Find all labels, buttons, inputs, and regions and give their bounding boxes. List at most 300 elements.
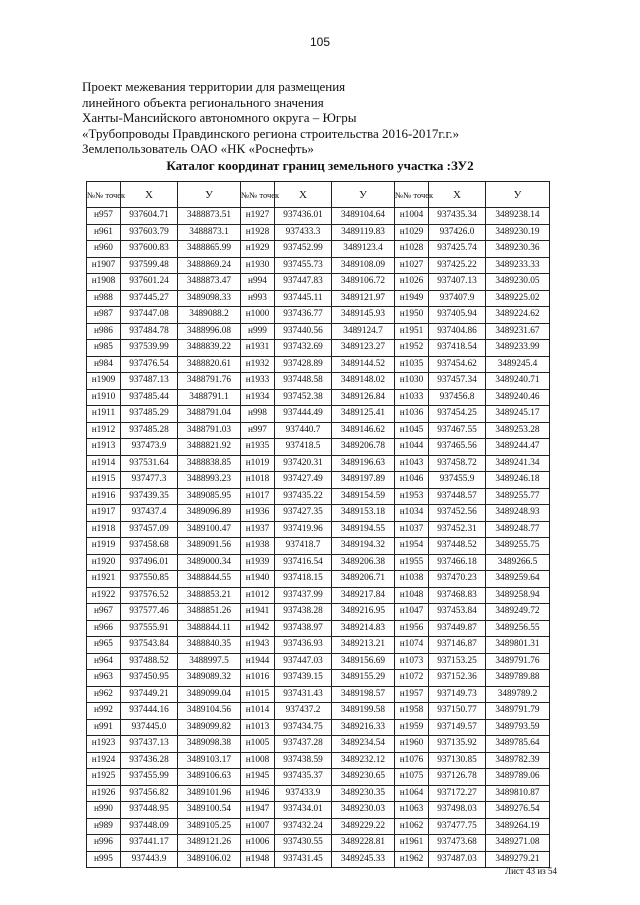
point-id-cell: н1931 — [241, 340, 275, 357]
x-cell: 937455.73 — [275, 257, 332, 274]
point-id-cell: н1925 — [87, 769, 121, 786]
header-line: Проект межевания территории для размещения — [82, 79, 346, 94]
y-cell: 3489153.18 — [332, 505, 395, 522]
table-row — [87, 620, 550, 637]
point-id-cell: н992 — [87, 703, 121, 720]
x-cell: 937437.2 — [275, 703, 332, 720]
y-cell: 3489279.21 — [486, 851, 550, 868]
point-id-cell: н1927 — [241, 208, 275, 225]
y-cell: 3489256.55 — [486, 620, 550, 637]
x-cell: 937473.68 — [429, 835, 486, 852]
table-row — [87, 538, 550, 555]
y-cell: 3489098.38 — [178, 736, 241, 753]
x-cell: 937416.54 — [275, 554, 332, 571]
y-cell: 3489258.94 — [486, 587, 550, 604]
point-id-cell: н1924 — [87, 752, 121, 769]
table-row — [87, 323, 550, 340]
x-cell: 937430.55 — [275, 835, 332, 852]
x-cell: 937454.25 — [429, 406, 486, 423]
y-cell: 3488996.08 — [178, 323, 241, 340]
y-cell: 3489108.09 — [332, 257, 395, 274]
x-cell: 937447.03 — [275, 653, 332, 670]
table-header-row — [87, 182, 550, 208]
x-cell: 937152.36 — [429, 670, 486, 687]
y-cell: 3489259.64 — [486, 571, 550, 588]
x-cell: 937457.09 — [121, 521, 178, 538]
x-cell: 937405.94 — [429, 307, 486, 324]
header-line: Землепользователь ОАО «НК «Роснефть» — [82, 141, 314, 156]
point-id-cell: н1028 — [395, 241, 429, 258]
point-id-cell: н1029 — [395, 224, 429, 241]
point-id-cell: н1046 — [395, 472, 429, 489]
y-cell: 3489103.17 — [178, 752, 241, 769]
point-id-cell: н1937 — [241, 521, 275, 538]
y-cell: 3489145.93 — [332, 307, 395, 324]
x-cell: 937435.37 — [275, 769, 332, 786]
x-cell: 937447.08 — [121, 307, 178, 324]
x-cell: 937153.25 — [429, 653, 486, 670]
y-cell: 3489782.39 — [486, 752, 550, 769]
point-id-cell: н1019 — [241, 455, 275, 472]
x-cell: 937450.95 — [121, 670, 178, 687]
table-row — [87, 257, 550, 274]
x-cell: 937149.73 — [429, 686, 486, 703]
page-number: 105 — [309, 35, 331, 49]
x-cell: 937467.55 — [429, 422, 486, 439]
y-cell: 3488838.85 — [178, 455, 241, 472]
point-id-cell: н997 — [241, 422, 275, 439]
x-cell: 937146.87 — [429, 637, 486, 654]
point-id-cell: н1959 — [395, 719, 429, 736]
x-cell: 937453.84 — [429, 604, 486, 621]
x-cell: 937452.99 — [275, 241, 332, 258]
y-cell: 3489216.33 — [332, 719, 395, 736]
y-cell: 3489206.71 — [332, 571, 395, 588]
y-cell: 3488844.11 — [178, 620, 241, 637]
point-id-cell: н1913 — [87, 439, 121, 456]
table-row — [87, 554, 550, 571]
table-row — [87, 439, 550, 456]
y-cell: 3489100.54 — [178, 802, 241, 819]
point-id-cell: н1915 — [87, 472, 121, 489]
sheet-number: Лист 43 из 54 — [505, 866, 557, 876]
x-cell: 937449.87 — [429, 620, 486, 637]
point-id-cell: н1919 — [87, 538, 121, 555]
x-cell: 937444.49 — [275, 406, 332, 423]
catalog-title: Каталог координат границ земельного участка :ЗУ2 — [166, 158, 474, 173]
y-cell: 3489240.71 — [486, 373, 550, 390]
coordinates-table — [86, 181, 550, 868]
x-cell: 937458.72 — [429, 455, 486, 472]
point-id-cell: н961 — [87, 224, 121, 241]
x-cell: 937431.45 — [275, 851, 332, 868]
point-id-cell: н1958 — [395, 703, 429, 720]
header-line: «Трубопроводы Правдинского региона строительства 2016-2017г.г.» — [82, 125, 460, 141]
y-cell: 3489121.26 — [178, 835, 241, 852]
point-id-cell: н966 — [87, 620, 121, 637]
x-cell: 937438.97 — [275, 620, 332, 637]
point-id-cell: н1026 — [395, 274, 429, 291]
y-cell: 3489791.79 — [486, 703, 550, 720]
y-cell: 3489125.41 — [332, 406, 395, 423]
point-id-cell: н1960 — [395, 736, 429, 753]
point-id-cell: н996 — [87, 835, 121, 852]
point-id-cell: н999 — [241, 323, 275, 340]
table-row — [87, 587, 550, 604]
y-cell: 3489255.75 — [486, 538, 550, 555]
x-cell: 937455.99 — [121, 769, 178, 786]
table-row — [87, 224, 550, 241]
x-cell: 937439.15 — [275, 670, 332, 687]
y-cell: 3489089.32 — [178, 670, 241, 687]
x-cell: 937436.93 — [275, 637, 332, 654]
x-cell: 937485.44 — [121, 389, 178, 406]
table-row — [87, 785, 550, 802]
point-id-cell: н967 — [87, 604, 121, 621]
point-id-cell: н1014 — [241, 703, 275, 720]
y-cell: 3489248.77 — [486, 521, 550, 538]
y-cell: 3488873.1 — [178, 224, 241, 241]
point-id-cell: н1018 — [241, 472, 275, 489]
x-cell: 937441.17 — [121, 835, 178, 852]
y-cell: 3489810.87 — [486, 785, 550, 802]
x-cell: 937599.48 — [121, 257, 178, 274]
point-id-cell: н1912 — [87, 422, 121, 439]
y-cell: 3489240.46 — [486, 389, 550, 406]
point-id-cell: н1936 — [241, 505, 275, 522]
x-cell: 937600.83 — [121, 241, 178, 258]
y-cell: 3488820.61 — [178, 356, 241, 373]
y-cell: 3489214.83 — [332, 620, 395, 637]
point-id-cell: н1007 — [241, 818, 275, 835]
x-cell: 937456.8 — [429, 389, 486, 406]
point-id-cell: н986 — [87, 323, 121, 340]
x-cell: 937445.0 — [121, 719, 178, 736]
x-cell: 937577.46 — [121, 604, 178, 621]
y-cell: 3489196.63 — [332, 455, 395, 472]
point-id-cell: н989 — [87, 818, 121, 835]
point-id-cell: н1076 — [395, 752, 429, 769]
point-id-cell: н960 — [87, 241, 121, 258]
x-cell: 937488.52 — [121, 653, 178, 670]
x-cell: 937172.27 — [429, 785, 486, 802]
column-header-point: №№ точек — [395, 182, 429, 208]
y-cell: 3489121.97 — [332, 290, 395, 307]
point-id-cell: н1922 — [87, 587, 121, 604]
point-id-cell: н1938 — [241, 538, 275, 555]
point-id-cell: н1063 — [395, 802, 429, 819]
x-cell: 937407.13 — [429, 274, 486, 291]
point-id-cell: н1062 — [395, 818, 429, 835]
table-row — [87, 208, 550, 225]
point-id-cell: н1016 — [241, 670, 275, 687]
x-cell: 937448.95 — [121, 802, 178, 819]
point-id-cell: н1951 — [395, 323, 429, 340]
y-cell: 3489104.56 — [178, 703, 241, 720]
y-cell: 3489791.76 — [486, 653, 550, 670]
point-id-cell: н1949 — [395, 290, 429, 307]
y-cell: 3489230.36 — [486, 241, 550, 258]
y-cell: 3489098.33 — [178, 290, 241, 307]
y-cell: 3489246.18 — [486, 472, 550, 489]
x-cell: 937435.22 — [275, 488, 332, 505]
y-cell: 3489124.7 — [332, 323, 395, 340]
y-cell: 3489244.47 — [486, 439, 550, 456]
x-cell: 937477.75 — [429, 818, 486, 835]
table-row — [87, 604, 550, 621]
point-id-cell: н1944 — [241, 653, 275, 670]
point-id-cell: н1017 — [241, 488, 275, 505]
y-cell: 3489096.89 — [178, 505, 241, 522]
x-cell: 937418.5 — [275, 439, 332, 456]
x-cell: 937603.79 — [121, 224, 178, 241]
y-cell: 3489238.14 — [486, 208, 550, 225]
x-cell: 937437.28 — [275, 736, 332, 753]
document-header — [82, 79, 582, 157]
point-id-cell: н1012 — [241, 587, 275, 604]
point-id-cell: н1953 — [395, 488, 429, 505]
point-id-cell: н1930 — [241, 257, 275, 274]
point-id-cell: н1907 — [87, 257, 121, 274]
x-cell: 937432.24 — [275, 818, 332, 835]
y-cell: 3489233.99 — [486, 340, 550, 357]
x-cell: 937435.34 — [429, 208, 486, 225]
x-cell: 937433.3 — [275, 224, 332, 241]
x-cell: 937443.9 — [121, 851, 178, 868]
point-id-cell: н1034 — [395, 505, 429, 522]
point-id-cell: н1027 — [395, 257, 429, 274]
x-cell: 937432.69 — [275, 340, 332, 357]
column-header-x: X — [121, 182, 178, 208]
x-cell: 937496.01 — [121, 554, 178, 571]
y-cell: 3489271.08 — [486, 835, 550, 852]
y-cell: 3489248.93 — [486, 505, 550, 522]
x-cell: 937485.28 — [121, 422, 178, 439]
y-cell: 3489217.84 — [332, 587, 395, 604]
x-cell: 937130.85 — [429, 752, 486, 769]
x-cell: 937477.3 — [121, 472, 178, 489]
x-cell: 937452.31 — [429, 521, 486, 538]
x-cell: 937420.31 — [275, 455, 332, 472]
x-cell: 937531.64 — [121, 455, 178, 472]
point-id-cell: н1073 — [395, 653, 429, 670]
y-cell: 3489099.82 — [178, 719, 241, 736]
y-cell: 3488865.99 — [178, 241, 241, 258]
y-cell: 3489000.34 — [178, 554, 241, 571]
point-id-cell: н1928 — [241, 224, 275, 241]
point-id-cell: н1926 — [87, 785, 121, 802]
point-id-cell: н1957 — [395, 686, 429, 703]
column-header-y: У — [178, 182, 241, 208]
x-cell: 937604.71 — [121, 208, 178, 225]
x-cell: 937448.58 — [275, 373, 332, 390]
y-cell: 3489194.32 — [332, 538, 395, 555]
point-id-cell: н1916 — [87, 488, 121, 505]
point-id-cell: н1923 — [87, 736, 121, 753]
point-id-cell: н993 — [241, 290, 275, 307]
point-id-cell: н1074 — [395, 637, 429, 654]
point-id-cell: н1035 — [395, 356, 429, 373]
table-row — [87, 769, 550, 786]
y-cell: 3489099.04 — [178, 686, 241, 703]
point-id-cell: н957 — [87, 208, 121, 225]
y-cell: 3489230.65 — [332, 769, 395, 786]
point-id-cell: н1910 — [87, 389, 121, 406]
point-id-cell: н965 — [87, 637, 121, 654]
y-cell: 3489154.59 — [332, 488, 395, 505]
y-cell: 3489229.22 — [332, 818, 395, 835]
y-cell: 3489197.89 — [332, 472, 395, 489]
x-cell: 937445.11 — [275, 290, 332, 307]
y-cell: 3488997.5 — [178, 653, 241, 670]
header-line: линейного объекта регионального значения — [82, 94, 324, 110]
point-id-cell: н1933 — [241, 373, 275, 390]
table-row — [87, 356, 550, 373]
x-cell: 937437.4 — [121, 505, 178, 522]
y-cell: 3488791.04 — [178, 406, 241, 423]
table-row — [87, 406, 550, 423]
x-cell: 937433.9 — [275, 785, 332, 802]
point-id-cell: н1044 — [395, 439, 429, 456]
y-cell: 3489100.47 — [178, 521, 241, 538]
y-cell: 3488839.22 — [178, 340, 241, 357]
x-cell: 937485.29 — [121, 406, 178, 423]
column-header-y: У — [332, 182, 395, 208]
point-id-cell: н1038 — [395, 571, 429, 588]
point-id-cell: н1945 — [241, 769, 275, 786]
table-row — [87, 719, 550, 736]
table-row — [87, 752, 550, 769]
y-cell: 3488821.92 — [178, 439, 241, 456]
y-cell: 3489123.4 — [332, 241, 395, 258]
point-id-cell: н991 — [87, 719, 121, 736]
y-cell: 3489206.78 — [332, 439, 395, 456]
x-cell: 937434.01 — [275, 802, 332, 819]
point-id-cell: н1033 — [395, 389, 429, 406]
x-cell: 937438.28 — [275, 604, 332, 621]
y-cell: 3488851.26 — [178, 604, 241, 621]
x-cell: 937456.82 — [121, 785, 178, 802]
point-id-cell: н1004 — [395, 208, 429, 225]
y-cell: 3489225.02 — [486, 290, 550, 307]
y-cell: 3489085.95 — [178, 488, 241, 505]
y-cell: 3489233.33 — [486, 257, 550, 274]
x-cell: 937440.56 — [275, 323, 332, 340]
point-id-cell: н1015 — [241, 686, 275, 703]
point-id-cell: н1935 — [241, 439, 275, 456]
point-id-cell: н1908 — [87, 274, 121, 291]
point-id-cell: н984 — [87, 356, 121, 373]
column-header-y: У — [486, 182, 550, 208]
x-cell: 937468.83 — [429, 587, 486, 604]
header-line: Ханты-Мансийского автономного округа – Югры — [82, 110, 357, 125]
table-row — [87, 802, 550, 819]
x-cell: 937436.01 — [275, 208, 332, 225]
point-id-cell: н1911 — [87, 406, 121, 423]
table-row — [87, 422, 550, 439]
x-cell: 937427.35 — [275, 505, 332, 522]
y-cell: 3489230.03 — [332, 802, 395, 819]
y-cell: 3489234.54 — [332, 736, 395, 753]
column-header-x: X — [429, 182, 486, 208]
point-id-cell: н998 — [241, 406, 275, 423]
x-cell: 937457.34 — [429, 373, 486, 390]
x-cell: 937431.43 — [275, 686, 332, 703]
x-cell: 937476.54 — [121, 356, 178, 373]
x-cell: 937440.7 — [275, 422, 332, 439]
x-cell: 937436.28 — [121, 752, 178, 769]
y-cell: 3489249.72 — [486, 604, 550, 621]
x-cell: 937407.9 — [429, 290, 486, 307]
point-id-cell: н1045 — [395, 422, 429, 439]
x-cell: 937427.49 — [275, 472, 332, 489]
point-id-cell: н1932 — [241, 356, 275, 373]
x-cell: 937487.03 — [429, 851, 486, 868]
point-id-cell: н1962 — [395, 851, 429, 868]
x-cell: 937436.77 — [275, 307, 332, 324]
table-row — [87, 472, 550, 489]
y-cell: 3489155.29 — [332, 670, 395, 687]
x-cell: 937448.52 — [429, 538, 486, 555]
point-id-cell: н964 — [87, 653, 121, 670]
y-cell: 3488791.03 — [178, 422, 241, 439]
y-cell: 3489088.2 — [178, 307, 241, 324]
y-cell: 3489199.58 — [332, 703, 395, 720]
x-cell: 937447.83 — [275, 274, 332, 291]
table-row — [87, 307, 550, 324]
table-row — [87, 241, 550, 258]
point-id-cell: н1943 — [241, 637, 275, 654]
y-cell: 3489230.05 — [486, 274, 550, 291]
y-cell: 3489146.62 — [332, 422, 395, 439]
y-cell: 3488840.35 — [178, 637, 241, 654]
x-cell: 937576.52 — [121, 587, 178, 604]
y-cell: 3489785.64 — [486, 736, 550, 753]
point-id-cell: н1947 — [241, 802, 275, 819]
x-cell: 937454.62 — [429, 356, 486, 373]
point-id-cell: н1909 — [87, 373, 121, 390]
y-cell: 3489091.56 — [178, 538, 241, 555]
point-id-cell: н985 — [87, 340, 121, 357]
table-row — [87, 455, 550, 472]
y-cell: 3489801.31 — [486, 637, 550, 654]
point-id-cell: н1072 — [395, 670, 429, 687]
x-cell: 937550.85 — [121, 571, 178, 588]
point-id-cell: н1946 — [241, 785, 275, 802]
table-row — [87, 653, 550, 670]
point-id-cell: н987 — [87, 307, 121, 324]
point-id-cell: н1941 — [241, 604, 275, 621]
y-cell: 3489255.77 — [486, 488, 550, 505]
x-cell: 937601.24 — [121, 274, 178, 291]
point-id-cell: н1036 — [395, 406, 429, 423]
y-cell: 3489245.17 — [486, 406, 550, 423]
x-cell: 937445.27 — [121, 290, 178, 307]
table-row — [87, 686, 550, 703]
x-cell: 937487.13 — [121, 373, 178, 390]
x-cell: 937438.59 — [275, 752, 332, 769]
x-cell: 937498.03 — [429, 802, 486, 819]
table-row — [87, 571, 550, 588]
table-row — [87, 340, 550, 357]
point-id-cell: н1955 — [395, 554, 429, 571]
x-cell: 937543.84 — [121, 637, 178, 654]
x-cell: 937434.75 — [275, 719, 332, 736]
point-id-cell: н1940 — [241, 571, 275, 588]
table-row — [87, 290, 550, 307]
table-body — [87, 208, 550, 868]
y-cell: 3489276.54 — [486, 802, 550, 819]
